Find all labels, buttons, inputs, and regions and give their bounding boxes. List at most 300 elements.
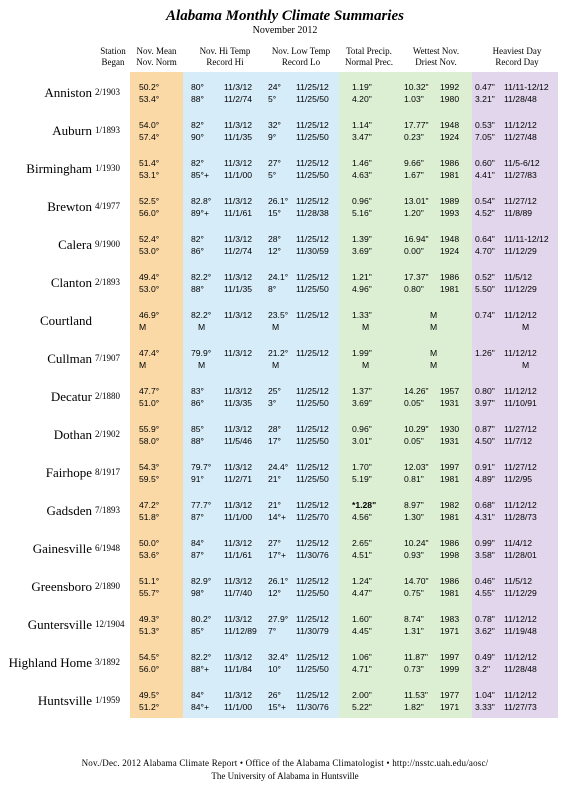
record-hi: 87° [191, 512, 204, 522]
station-row [0, 153, 570, 187]
station-began: 1/1893 [95, 125, 121, 135]
normal-precip: 3.47" [352, 132, 372, 142]
driest-value: 1.03" [404, 94, 424, 104]
low-temp-date: 11/25/12 [296, 120, 329, 130]
low-temp-date: 11/25/12 [296, 196, 329, 206]
normal-precip: 5.22" [352, 702, 372, 712]
heaviest-day-date: 11/12/12 [504, 652, 537, 662]
heaviest-day-date: 11/27/12 [504, 462, 537, 472]
hi-temp-date: 11/3/12 [224, 158, 253, 168]
record-day-date: M [522, 322, 530, 332]
norm-value: 53.0° [139, 246, 160, 256]
record-lo-date: 11/25/50 [296, 132, 329, 142]
hi-temp: 80.2° [191, 614, 212, 624]
norm-value: 53.4° [139, 94, 160, 104]
station-name: Courtland [40, 313, 92, 328]
total-precip: *1.28" [352, 500, 377, 510]
norm-value: 57.4° [139, 132, 160, 142]
record-lo-date: 11/30/79 [296, 626, 329, 636]
record-lo-date: 11/25/50 [296, 284, 329, 294]
record-hi: 91° [191, 474, 204, 484]
low-temp-date: 11/25/12 [296, 462, 329, 472]
mean-value: 51.4° [139, 158, 160, 168]
record-lo-date: 11/28/38 [296, 208, 329, 218]
heaviest-day-value: 1.04" [475, 690, 495, 700]
hi-temp: 82° [191, 120, 204, 130]
driest-year: 1971 [440, 702, 460, 712]
record-lo-date: 11/25/50 [296, 474, 329, 484]
low-temp: 24° [268, 82, 281, 92]
station-name: Anniston [44, 85, 92, 100]
hi-temp: 82° [191, 234, 204, 244]
record-lo-date: 11/25/50 [296, 398, 329, 408]
hi-temp-date: 11/3/12 [224, 272, 253, 282]
hi-temp-date: 11/3/12 [224, 120, 253, 130]
record-lo-date: 11/25/50 [296, 94, 329, 104]
mean-value: 52.5° [139, 196, 160, 206]
hi-temp-date: 11/3/12 [224, 424, 253, 434]
record-hi: 86° [191, 246, 204, 256]
record-lo: 7° [268, 626, 277, 636]
wettest-value: 10.24" [404, 538, 429, 548]
station-row [0, 457, 570, 491]
driest-year: 1993 [440, 208, 460, 218]
total-precip: 2.65" [352, 538, 372, 548]
record-hi-date: M [198, 360, 206, 370]
wettest-year: 1957 [440, 386, 460, 396]
record-lo-date: 11/25/50 [296, 588, 329, 598]
wettest-value: 10.32" [404, 82, 429, 92]
normal-precip: 5.19" [352, 474, 372, 484]
record-day-value: 3.58" [475, 550, 495, 560]
record-lo: 12° [268, 246, 281, 256]
station-began: 9/1900 [95, 239, 121, 249]
record-lo: 17°+ [268, 550, 287, 560]
heaviest-day-value: 0.87" [475, 424, 495, 434]
normal-precip: 4.71" [352, 664, 372, 674]
station-name: Highland Home [8, 655, 92, 670]
wettest-year: M [430, 348, 438, 358]
record-hi: 84°+ [191, 702, 210, 712]
record-day-date: 11/27/83 [504, 170, 537, 180]
norm-value: 58.0° [139, 436, 160, 446]
heaviest-day-date: 11/12/12 [504, 690, 537, 700]
record-lo: 15° [268, 208, 281, 218]
record-hi: 88° [191, 284, 204, 294]
total-precip: 1.19" [352, 82, 372, 92]
record-hi-date: 11/2/74 [224, 94, 253, 104]
low-temp-date: 11/25/12 [296, 614, 329, 624]
record-hi: 88°+ [191, 664, 210, 674]
heaviest-day-date: 11/5/12 [504, 272, 533, 282]
heaviest-day-value: 0.54" [475, 196, 495, 206]
record-day-value: 5.50" [475, 284, 495, 294]
heaviest-day-date: 11/5-6/12 [504, 158, 540, 168]
record-lo-date: 11/30/76 [296, 702, 329, 712]
hi-temp-date: 11/3/12 [224, 196, 253, 206]
low-temp: 23.5° [268, 310, 289, 320]
low-temp: 21° [268, 500, 281, 510]
station-began: 12/1904 [95, 619, 125, 629]
record-day-date: 11/28/01 [504, 550, 537, 560]
low-temp: 28° [268, 234, 281, 244]
driest-year: 1971 [440, 626, 460, 636]
record-lo-date: M [272, 322, 280, 332]
norm-value: 51.0° [139, 398, 160, 408]
driest-year: 1981 [440, 284, 460, 294]
station-row [0, 191, 570, 225]
record-hi-date: 11/1/00 [224, 170, 253, 180]
normal-precip: M [362, 322, 370, 332]
record-day-value: 3.2" [475, 664, 490, 674]
driest-year: 1981 [440, 588, 460, 598]
norm-value: 53.0° [139, 284, 160, 294]
driest-value: 0.81" [404, 474, 424, 484]
heaviest-day-date: 11/12/12 [504, 500, 537, 510]
station-name: Calera [58, 237, 92, 252]
station-row [0, 343, 570, 377]
low-temp: 26.1° [268, 576, 289, 586]
record-hi: 98° [191, 588, 204, 598]
driest-year: 1981 [440, 512, 460, 522]
low-temp-date: 11/25/12 [296, 234, 329, 244]
record-day-date: 11/2/95 [504, 474, 533, 484]
normal-precip: 3.69" [352, 398, 372, 408]
heaviest-day-value: 1.26" [475, 348, 495, 358]
heaviest-day-date: 11/12/12 [504, 310, 537, 320]
station-name: Cullman [47, 351, 92, 366]
record-hi-date: 11/2/71 [224, 474, 253, 484]
heaviest-day-date: 11/4/12 [504, 538, 533, 548]
driest-value: 0.05" [404, 398, 424, 408]
wettest-year: 1983 [440, 614, 460, 624]
mean-value: 46.9° [139, 310, 160, 320]
record-lo: 10° [268, 664, 281, 674]
record-hi: 88° [191, 436, 204, 446]
station-row [0, 229, 570, 263]
station-began: 1/1959 [95, 695, 121, 705]
record-hi-date: 11/1/35 [224, 132, 253, 142]
normal-precip: 3.69" [352, 246, 372, 256]
station-row [0, 77, 570, 111]
station-name: Huntsville [37, 693, 92, 708]
low-temp: 32.4° [268, 652, 289, 662]
norm-value: 55.7° [139, 588, 160, 598]
record-lo-date: 11/25/70 [296, 512, 329, 522]
heaviest-day-date: 11/27/12 [504, 424, 537, 434]
record-day-date: 11/12/29 [504, 588, 537, 598]
driest-year: 1981 [440, 474, 460, 484]
low-temp: 21.2° [268, 348, 289, 358]
driest-year: M [430, 360, 438, 370]
wettest-value: 11.53" [404, 690, 428, 700]
low-temp: 27° [268, 538, 281, 548]
wettest-value: 11.87" [404, 652, 428, 662]
low-temp-date: 11/25/12 [296, 348, 329, 358]
station-began: 7/1893 [95, 505, 121, 515]
mean-value: 47.4° [139, 348, 160, 358]
wettest-value: 17.37" [404, 272, 429, 282]
total-precip: 1.70" [352, 462, 372, 472]
record-day-value: 4.41" [475, 170, 495, 180]
hi-temp-date: 11/3/12 [224, 652, 253, 662]
low-temp-date: 11/25/12 [296, 386, 329, 396]
record-hi-date: 11/1/00 [224, 512, 253, 522]
wettest-value: 16.94" [404, 234, 429, 244]
station-row [0, 267, 570, 301]
driest-year: 1924 [440, 246, 460, 256]
total-precip: 1.37" [352, 386, 372, 396]
total-precip: 1.21" [352, 272, 372, 282]
hi-temp-date: 11/3/12 [224, 348, 253, 358]
heaviest-day-value: 0.52" [475, 272, 495, 282]
record-hi: 89°+ [191, 208, 210, 218]
driest-year: 1981 [440, 170, 460, 180]
station-row [0, 495, 570, 529]
hi-temp: 85° [191, 424, 204, 434]
wettest-year: 1948 [440, 120, 460, 130]
footer-report-line: Nov./Dec. 2012 Alabama Climate Report • Office of the Alabama Climatologist • http://nsstc.uah.edu/aosc/ [81, 758, 489, 768]
mean-value: 49.3° [139, 614, 160, 624]
record-day-value: 3.33" [475, 702, 495, 712]
header-wettest: Wettest Nov. Driest Nov. [412, 46, 460, 67]
heaviest-day-date: 11/12/12 [504, 120, 537, 130]
mean-value: 54.0° [139, 120, 160, 130]
wettest-value: 9.66" [404, 158, 424, 168]
station-began: 1/1930 [95, 163, 121, 173]
mean-value: 55.9° [139, 424, 160, 434]
hi-temp: 82° [191, 158, 204, 168]
wettest-year: 1989 [440, 196, 460, 206]
station-row [0, 647, 570, 681]
station-name: Gadsden [46, 503, 92, 518]
record-lo: 5° [268, 170, 277, 180]
hi-temp: 84° [191, 690, 204, 700]
heaviest-day-date: 11/12/12 [504, 348, 537, 358]
hi-temp-date: 11/3/12 [224, 386, 253, 396]
heaviest-day-date: 11/27/12 [504, 196, 537, 206]
hi-temp: 82.2° [191, 652, 212, 662]
total-precip: 0.96" [352, 424, 372, 434]
hi-temp: 84° [191, 538, 204, 548]
footer-university: The University of Alabama in Huntsville [211, 771, 359, 781]
driest-year: M [430, 322, 438, 332]
low-temp: 25° [268, 386, 281, 396]
header-hi-temp: Nov. Hi Temp Record Hi [199, 46, 251, 67]
record-hi-date: 11/1/61 [224, 550, 253, 560]
wettest-year: 1948 [440, 234, 460, 244]
normal-precip: 4.51" [352, 550, 372, 560]
driest-value: 0.05" [404, 436, 424, 446]
hi-temp-date: 11/3/12 [224, 500, 253, 510]
driest-value: 0.73" [404, 664, 424, 674]
hi-temp-date: 11/3/12 [224, 462, 253, 472]
header-station-began: Station Began [100, 46, 126, 67]
heaviest-day-date: 11/12/12 [504, 614, 537, 624]
total-precip: 1.60" [352, 614, 372, 624]
driest-value: 1.31" [404, 626, 424, 636]
station-name: Guntersville [27, 617, 92, 632]
low-temp-date: 11/25/12 [296, 310, 329, 320]
station-name: Auburn [52, 123, 92, 138]
record-day-value: 4.70" [475, 246, 495, 256]
normal-precip: 4.56" [352, 512, 372, 522]
norm-value: 56.0° [139, 208, 160, 218]
header-low-temp: Nov. Low Temp Record Lo [271, 46, 331, 67]
mean-value: 50.2° [139, 82, 160, 92]
total-precip: 1.24" [352, 576, 372, 586]
wettest-year: 1986 [440, 158, 460, 168]
record-day-date: 11/10/91 [504, 398, 537, 408]
heaviest-day-value: 0.60" [475, 158, 495, 168]
record-lo-date: 11/25/50 [296, 436, 329, 446]
record-lo: 9° [268, 132, 277, 142]
norm-value: 59.5° [139, 474, 160, 484]
wettest-year: 1930 [440, 424, 460, 434]
heaviest-day-value: 0.99" [475, 538, 495, 548]
heaviest-day-value: 0.68" [475, 500, 495, 510]
low-temp: 27.9° [268, 614, 289, 624]
norm-value: M [139, 322, 147, 332]
record-day-date: 11/28/48 [504, 664, 537, 674]
record-day-date: 11/7/12 [504, 436, 533, 446]
heaviest-day-value: 0.47" [475, 82, 495, 92]
station-name: Greensboro [31, 579, 92, 594]
low-temp: 24.1° [268, 272, 289, 282]
low-temp-date: 11/25/12 [296, 690, 329, 700]
hi-temp: 82.2° [191, 310, 212, 320]
hi-temp: 82.2° [191, 272, 212, 282]
record-hi: 88° [191, 94, 204, 104]
wettest-year: 1992 [440, 82, 460, 92]
record-lo-date: 11/25/50 [296, 664, 329, 674]
low-temp-date: 11/25/12 [296, 538, 329, 548]
header-precip: Total Precip. Normal Prec. [345, 46, 393, 67]
hi-temp: 82.9° [191, 576, 212, 586]
hi-temp: 79.7° [191, 462, 212, 472]
low-temp-date: 11/25/12 [296, 424, 329, 434]
record-day-date: 11/12/29 [504, 284, 537, 294]
record-day-value: 4.55" [475, 588, 495, 598]
station-name: Gainesville [32, 541, 92, 556]
record-day-date: 11/27/73 [504, 702, 537, 712]
record-day-date: 11/28/48 [504, 94, 537, 104]
station-name: Fairhope [45, 465, 92, 480]
record-lo: 12° [268, 588, 281, 598]
low-temp: 26° [268, 690, 281, 700]
page-subtitle: November 2012 [252, 25, 318, 36]
record-lo: 5° [268, 94, 277, 104]
record-hi-date: 11/3/35 [224, 398, 253, 408]
hi-temp-date: 11/3/12 [224, 690, 253, 700]
record-lo: 17° [268, 436, 281, 446]
hi-temp: 83° [191, 386, 204, 396]
mean-value: 49.5° [139, 690, 160, 700]
normal-precip: 4.45" [352, 626, 372, 636]
station-row [0, 115, 570, 149]
station-name: Dothan [53, 427, 92, 442]
record-day-date: 11/19/48 [504, 626, 537, 636]
hi-temp-date: 11/3/12 [224, 234, 253, 244]
low-temp-date: 11/25/12 [296, 82, 329, 92]
record-day-value: 4.31" [475, 512, 495, 522]
norm-value: 56.0° [139, 664, 160, 674]
driest-year: 1999 [440, 664, 460, 674]
heaviest-day-value: 0.74" [475, 310, 495, 320]
record-hi-date: 11/1/35 [224, 284, 253, 294]
record-day-value: 3.97" [475, 398, 495, 408]
heaviest-day-date: 11/5/12 [504, 576, 533, 586]
wettest-year: 1986 [440, 576, 460, 586]
driest-value: 0.23" [404, 132, 424, 142]
wettest-value: 14.70" [404, 576, 429, 586]
station-began: 2/1880 [95, 391, 121, 401]
station-row [0, 609, 570, 643]
wettest-year: 1982 [440, 500, 460, 510]
station-began: 2/1903 [95, 87, 121, 97]
heaviest-day-value: 0.78" [475, 614, 495, 624]
driest-value: 1.82" [404, 702, 424, 712]
station-row [0, 533, 570, 567]
driest-value: 0.93" [404, 550, 424, 560]
record-lo: 15°+ [268, 702, 287, 712]
station-row [0, 419, 570, 453]
driest-year: 1931 [440, 398, 460, 408]
station-began: 3/1892 [95, 657, 121, 667]
station-name: Birmingham [26, 161, 92, 176]
norm-value: 51.3° [139, 626, 160, 636]
driest-value: 0.80" [404, 284, 424, 294]
norm-value: 53.1° [139, 170, 160, 180]
normal-precip: 4.47" [352, 588, 372, 598]
low-temp-date: 11/25/12 [296, 158, 329, 168]
record-lo: 14°+ [268, 512, 287, 522]
station-name: Clanton [50, 275, 92, 290]
record-day-value: 4.50" [475, 436, 495, 446]
hi-temp: 77.7° [191, 500, 212, 510]
record-hi: 86° [191, 398, 204, 408]
hi-temp-date: 11/3/12 [224, 538, 253, 548]
wettest-value: 17.77" [404, 120, 429, 130]
total-precip: 1.06" [352, 652, 372, 662]
record-day-date: 11/8/89 [504, 208, 533, 218]
wettest-value: 8.74" [404, 614, 424, 624]
hi-temp-date: 11/3/12 [224, 310, 253, 320]
mean-value: 54.5° [139, 652, 160, 662]
mean-value: 50.0° [139, 538, 160, 548]
normal-precip: 4.20" [352, 94, 372, 104]
station-began: 2/1902 [95, 429, 121, 439]
record-hi-date: 11/7/40 [224, 588, 253, 598]
total-precip: 1.14" [352, 120, 372, 130]
record-hi-date: 11/1/00 [224, 702, 253, 712]
record-hi: 85°+ [191, 170, 210, 180]
record-hi-date: 11/5/46 [224, 436, 253, 446]
wettest-value: 10.29" [404, 424, 429, 434]
total-precip: 1.39" [352, 234, 372, 244]
normal-precip: 4.96" [352, 284, 372, 294]
heaviest-day-value: 0.64" [475, 234, 495, 244]
total-precip: 1.33" [352, 310, 372, 320]
record-hi-date: 11/1/84 [224, 664, 253, 674]
low-temp: 26.1° [268, 196, 289, 206]
record-lo-date: 11/30/76 [296, 550, 329, 560]
hi-temp: 79.9° [191, 348, 212, 358]
record-lo: 3° [268, 398, 277, 408]
record-lo: 21° [268, 474, 281, 484]
wettest-year: M [430, 310, 438, 320]
mean-value: 54.3° [139, 462, 160, 472]
